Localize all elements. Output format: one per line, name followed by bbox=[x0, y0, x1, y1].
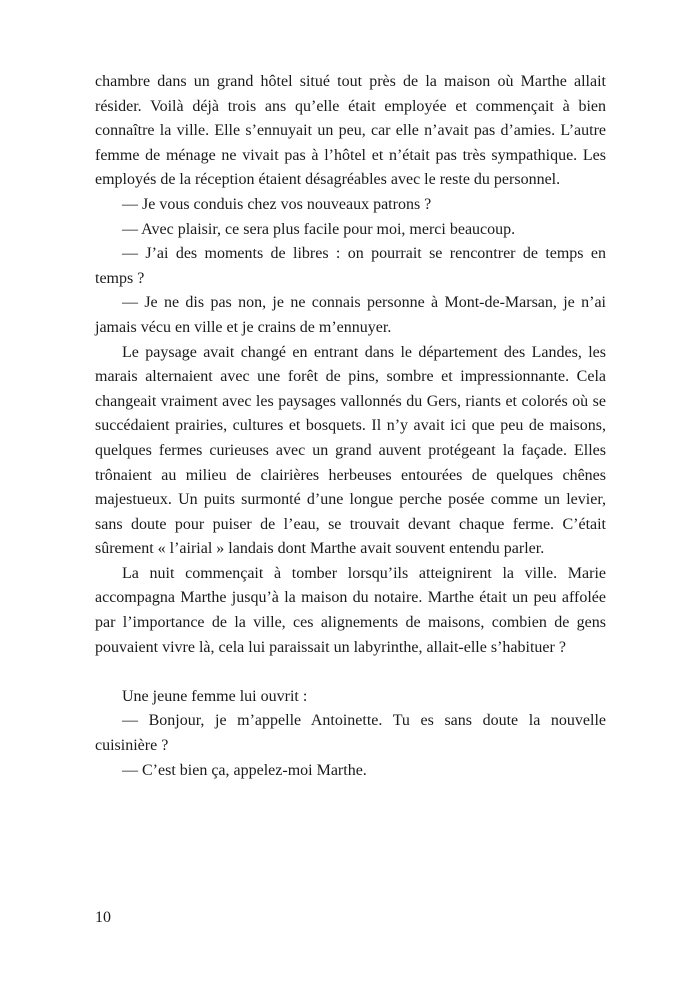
dialogue-line: — Je ne dis pas non, je ne connais personne à Mont-de-Marsan, je n’ai jamais vécu en ville et je crains de m’ennuyer. bbox=[95, 294, 606, 336]
dialogue-line: — Je vous conduis chez vos nouveaux patrons ? bbox=[122, 195, 432, 213]
paragraph: Une jeune femme lui ouvrit : bbox=[122, 687, 308, 705]
page-text bbox=[95, 70, 606, 783]
dialogue-line: — C’est bien ça, appelez-moi Marthe. bbox=[122, 761, 367, 779]
dialogue-line: — J’ai des moments de libres : on pourrait se rencontrer de temps en temps ? bbox=[95, 245, 606, 287]
dialogue-line: — Avec plaisir, ce sera plus facile pour moi, merci beaucoup. bbox=[122, 220, 516, 238]
paragraph: La nuit commençait à tomber lorsqu’ils atteignirent la ville. Marie accompagna Marthe jusqu’à la maison du notaire. Marthe était un peu affolée par l’importance de la ville, ces alignements de maisons, combien de gens pouvaient vivre là, cela lui paraissait un labyrinthe, allait-elle s’habituer ? bbox=[95, 564, 606, 656]
page-number: 10 bbox=[95, 909, 111, 926]
paragraph: Le paysage avait changé en entrant dans le département des Landes, les marais alternaient avec une forêt de pins, sombre et impressionnante. Cela changeait vraiment avec les paysages vallonnés du Gers, riants et colorés où se succédaient prairies, cultures et bosquets. Il n’y avait ici que peu de maisons, quelques fermes curieuses avec un grand auvent protégeant la façade. Elles trônaient au milieu de clairières herbeuses entourées de quelques chênes majestueux. Un puits surmonté d’une longue perche posée comme un levier, sans doute pour puiser de l’eau, se trouvait devant chaque ferme. C’était sûrement « l’airial » landais dont Marthe avait souvent entendu parler. bbox=[95, 343, 606, 558]
dialogue-line: — Bonjour, je m’appelle Antoinette. Tu es sans doute la nouvelle cuisinière ? bbox=[95, 712, 606, 755]
paragraph-continuation: chambre dans un grand hôtel situé tout près de la maison où Marthe allait résider. Voilà déjà trois ans qu’elle était employée et commençait à bien connaître la ville. Elle s’ennuyait un peu, car elle n’avait pas d’amies. L’autre femme de ménage ne vivait pas à l’hôtel et n’était pas très sympathique. Les employés de la réception étaient désagréables avec le reste du personnel. bbox=[95, 73, 606, 189]
